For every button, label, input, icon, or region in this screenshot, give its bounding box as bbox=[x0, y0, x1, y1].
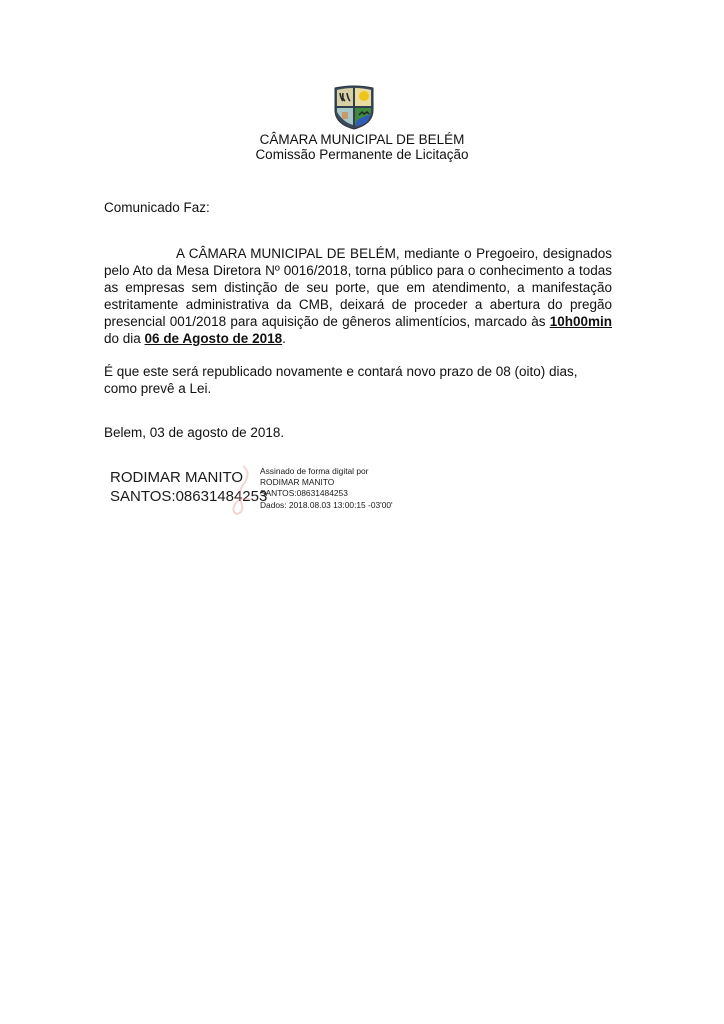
digital-signature-mark-icon bbox=[225, 462, 261, 516]
place-and-date: Belem, 03 de agosto de 2018. bbox=[104, 425, 285, 440]
session-date: 06 de Agosto de 2018 bbox=[144, 331, 283, 346]
belem-coat-of-arms-icon bbox=[331, 84, 377, 130]
institution-name: CÂMARA MUNICIPAL DE BELÉM bbox=[259, 132, 465, 147]
intro-heading: Comunicado Faz: bbox=[104, 200, 210, 215]
paragraph-text-part1: A CÂMARA MUNICIPAL DE BELÉM, mediante o Pregoeiro, designados pelo Ato da Mesa Diretora Nº 0016/2018, torna público para o conhecimento a todas as empresas sem distinção de seu porte, que em atendimento, a manifestação estritamente administrativa da CMB, deixará de proceder a abertura do pregão presencial 001/2018 para aquisição de gêneros alimentícios, marcado às bbox=[104, 246, 612, 329]
session-time: 10h00min bbox=[549, 314, 612, 329]
signature-detail-line: Dados: 2018.08.03 13:00:15 -03'00' bbox=[260, 499, 393, 510]
signature-detail-line: SANTOS:08631484253 bbox=[260, 488, 348, 499]
signer-name-line2: SANTOS:08631484253 bbox=[110, 488, 268, 505]
paragraph-text-part3: . bbox=[282, 331, 286, 346]
announcement-paragraph bbox=[104, 245, 612, 347]
signature-detail-line: RODIMAR MANITO bbox=[260, 477, 335, 488]
republication-paragraph: É que este será republicado novamente e contará novo prazo de 08 (oito) dias, como prevê a Lei. bbox=[104, 364, 578, 396]
paragraph-text-part2: do dia bbox=[104, 331, 145, 346]
signature-detail-line: Assinado de forma digital por bbox=[260, 466, 369, 476]
signer-name-line1: RODIMAR MANITO bbox=[110, 469, 244, 486]
document-header bbox=[0, 132, 724, 162]
department-name: Comissão Permanente de Licitação bbox=[255, 147, 469, 162]
digital-signature-details bbox=[260, 466, 393, 511]
